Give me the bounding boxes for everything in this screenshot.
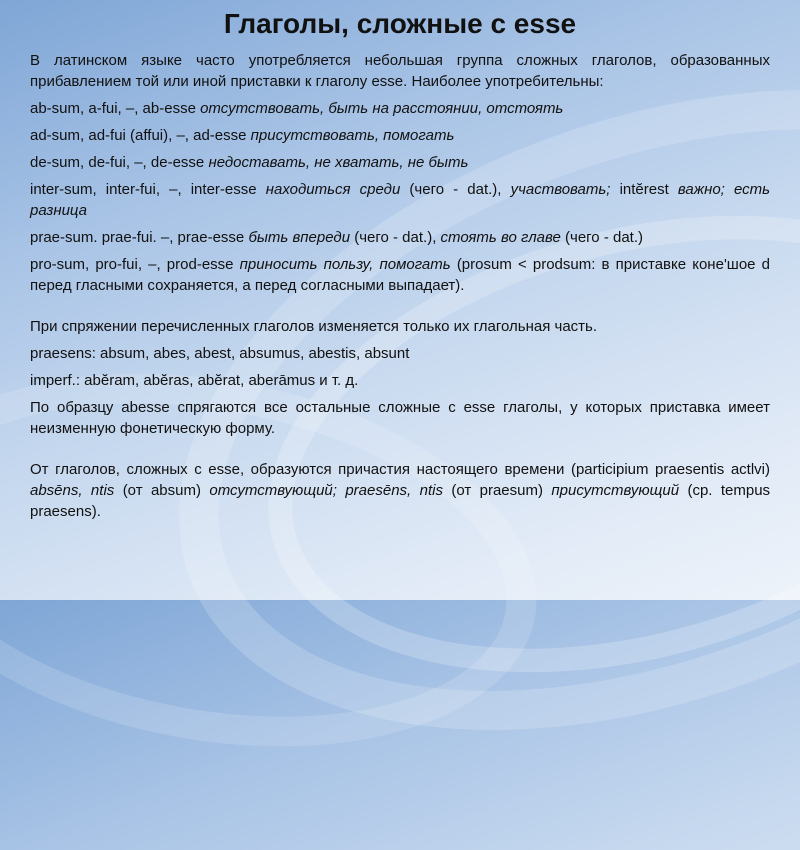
verb-meaning: недоставать, не хватать, не быть [208, 154, 469, 171]
verb-meaning: стоять во главе [440, 229, 561, 246]
participle-tail: (ср. tempus praesens). [30, 482, 771, 520]
verb-meaning: отсутствовать, быть на расстоянии, отстоять [200, 100, 564, 117]
verb-note: (чего - dat.), [409, 181, 502, 198]
slide-content [30, 50, 770, 528]
verb-line [30, 98, 770, 119]
verb-forms: prae-sum. prae-fui. –, prae-esse [30, 229, 245, 246]
participle-meaning: присутствующий [551, 482, 680, 499]
pattern-paragraph: По образцу abesse спрягаются все остальные сложные с esse глаголы, у которых приставка имеет неизменную фонетическую форму. [30, 399, 770, 437]
verb-forms: ad-sum, ad-fui (affui), –, ad-esse [30, 127, 247, 144]
verb-note: (чего - dat.) [565, 229, 643, 246]
verb-note: (prosum < prodsum: в приставке коне'шое d перед гласными сохраняется, а перед согласными выпадает). [30, 256, 771, 294]
verb-line [30, 254, 770, 296]
verb-forms: de-sum, de-fui, –, de-esse [30, 154, 205, 171]
verb-forms: pro-sum, pro-fui, –, prod-esse [30, 256, 234, 273]
verb-meaning: находиться среди [265, 181, 401, 198]
participle-example: absēns, ntis [30, 482, 115, 499]
verb-line [30, 125, 770, 146]
participle-meaning: отсутствующий; praesēns, ntis [209, 482, 443, 499]
verb-forms: ab-sum, a-fui, –, ab-esse [30, 100, 196, 117]
praesens-line: praesens: absum, abes, abest, absumus, abestis, absunt [30, 345, 410, 362]
verb-note: (чего - dat.), [354, 229, 437, 246]
verb-forms: inter-sum, inter-fui, –, inter-esse [30, 181, 257, 198]
participle-source: (от praesum) [451, 482, 543, 499]
imperfect-line: imperf.: abĕram, abĕras, abĕrat, aberāmus и т. д. [30, 372, 359, 389]
participle-paragraph [30, 459, 770, 522]
verb-meaning: важно; есть разница [30, 181, 771, 219]
verb-line [30, 152, 770, 173]
verb-meaning: приносить пользу, помогать [239, 256, 451, 273]
page-title: Глаголы, сложные с esse [223, 8, 577, 39]
verb-meaning: участвовать; [510, 181, 611, 198]
conjugation-intro: При спряжении перечисленных глаголов изменяется только их глагольная часть. [30, 318, 598, 335]
participle-source: (от absum) [122, 482, 201, 499]
verb-meaning: присутствовать, помогать [250, 127, 455, 144]
verb-note: intĕrest [619, 181, 669, 198]
verb-line [30, 227, 770, 248]
verb-meaning: быть впереди [248, 229, 351, 246]
intro-paragraph: В латинском языке часто употребляется небольшая группа сложных глаголов, образованных прибавлением той или иной приставки к глаголу esse. Наиболее употребительны: [30, 52, 770, 90]
participle-lead: От глаголов, сложных с esse, образуются причастия настоящего времени (participium praesentis actlvi) [30, 461, 770, 478]
verb-line [30, 179, 770, 221]
